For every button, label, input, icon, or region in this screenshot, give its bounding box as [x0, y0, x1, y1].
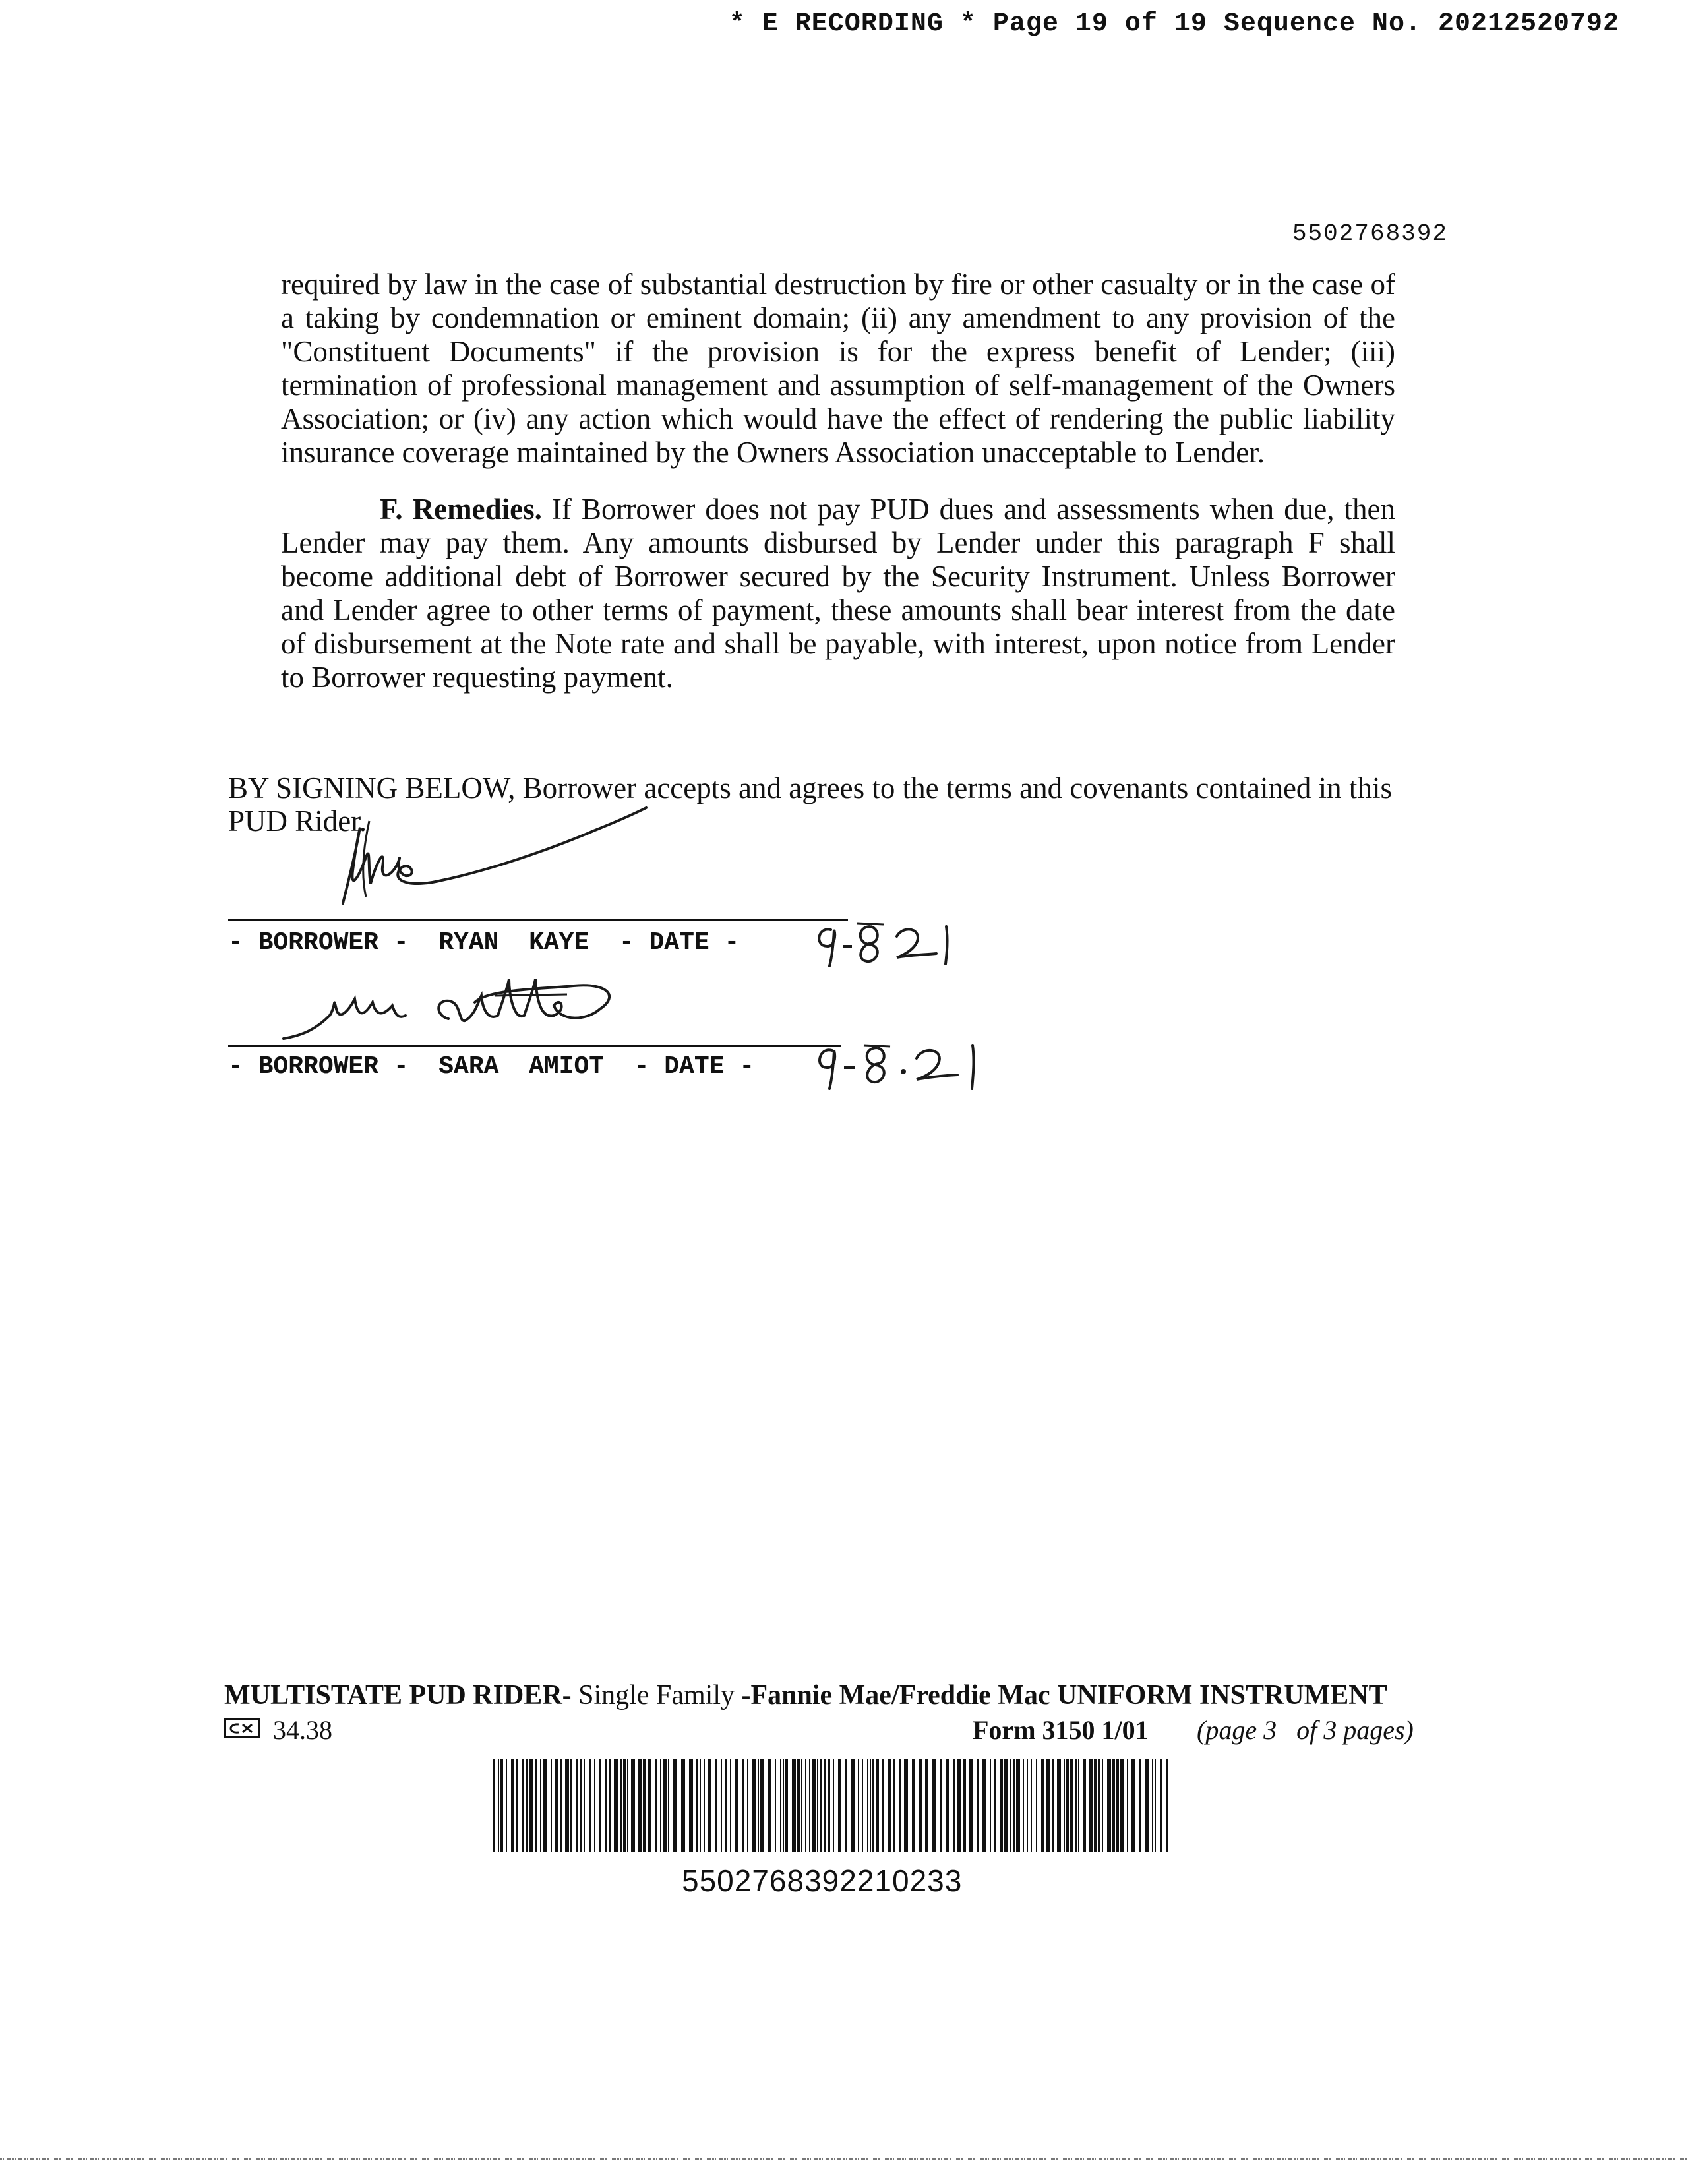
form-title — [224, 1680, 1387, 1711]
continuation-paragraph: required by law in the case of substantial destruction by fire or other casualty or in the case of a taking by condemnation or eminent domain; (ii) any amendment to any provision of the "Constituent Documents" if the provision is for the express benefit of Lender; (iii) termination of professional management and assumption of self-management of the Owners Association; or (iv) any action which would have the effect of rendering the public liability insurance coverage maintained by the Owners Association unacceptable to Lender. — [281, 268, 1395, 469]
signature-line-1 — [228, 919, 848, 921]
signature-line-2 — [228, 1045, 841, 1046]
form-number: Form 3150 1/01 — [973, 1715, 1149, 1745]
page-indicator: (page 3 of 3 pages) — [1197, 1715, 1414, 1745]
remedies-text: If Borrower does not pay PUD dues and assessments when due, then Lender may pay them. Any amounts disbursed by Lender under this paragraph F shall become additional debt of Borrower secured by the Security Instrument. Unless Borrower and Lender agree to other terms of payment, these amounts shall bear interest from the date of disbursement at the Note rate and shall be payable, with interest, upon notice from Lender to Borrower requesting payment. — [281, 493, 1395, 694]
borrower-1-signature — [330, 804, 673, 923]
cx-logo-icon — [224, 1718, 260, 1738]
form-code: 34.38 — [273, 1715, 332, 1745]
recording-header: * E RECORDING * Page 19 of 19 Sequence No. 20212520792 — [729, 9, 1619, 39]
borrower-2-caption: - BORROWER - SARA AMIOT - DATE - — [228, 1052, 755, 1081]
signing-statement: BY SIGNING BELOW, Borrower accepts and agrees to the terms and covenants contained in this PUD Rider. — [228, 772, 1392, 837]
form-title-part-1: MULTISTATE PUD RIDER- — [224, 1680, 572, 1711]
form-title-part-3: -Fannie Mae/Freddie Mac UNIFORM INSTRUMENT — [741, 1680, 1387, 1711]
remedies-paragraph — [281, 493, 1395, 694]
borrower-1-caption: - BORROWER - RYAN KAYE - DATE - — [228, 928, 740, 957]
form-footer-row — [224, 1714, 1431, 1747]
form-title-part-2: Single Family — [571, 1680, 742, 1711]
borrower-2-handwritten-date — [811, 1039, 1022, 1091]
remedies-heading: F. Remedies. — [380, 493, 542, 526]
barcode — [490, 1759, 1173, 1852]
borrower-1-handwritten-date — [811, 917, 982, 969]
loan-number: 5502768392 — [1292, 220, 1448, 247]
borrower-2-signature — [277, 969, 712, 1055]
scan-edge-noise — [0, 2156, 1688, 2162]
barcode-number: 5502768392210233 — [682, 1864, 963, 1898]
